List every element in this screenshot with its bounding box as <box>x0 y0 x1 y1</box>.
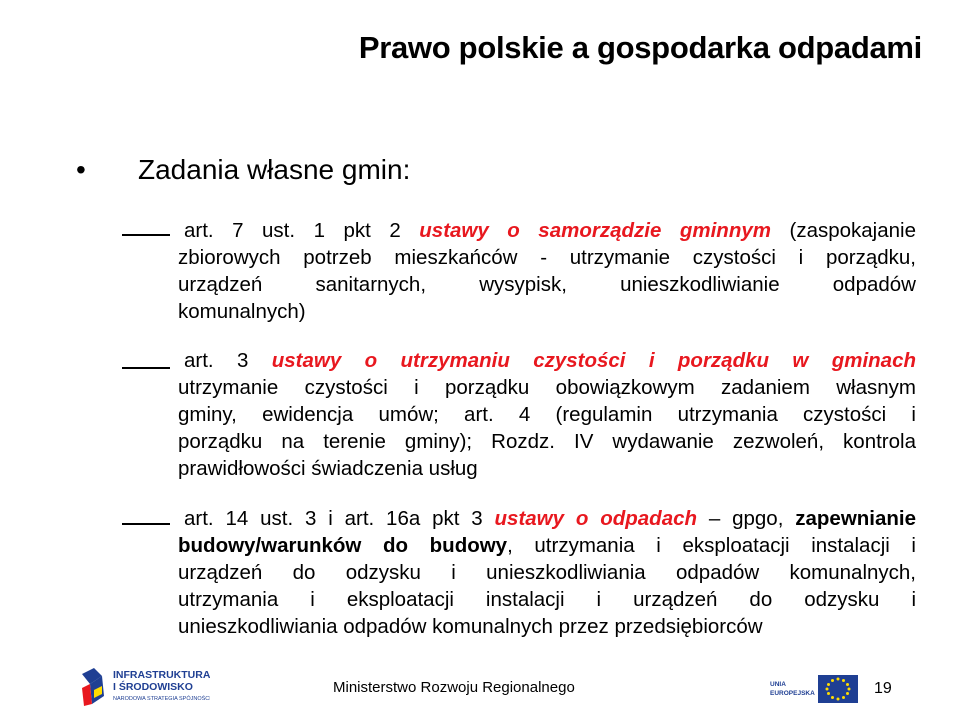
bullet-dot: • <box>76 154 86 185</box>
item-2-line-5: prawidłowości świadczenia usług <box>178 457 478 480</box>
item-1-line-1: art. 7 ust. 1 pkt 2 ustawy o samorządzie gminnym (zaspokajanie <box>184 219 916 242</box>
item-2-line-3: gminy, ewidencja umów; art. 4 (regulamin utrzymania czystości i <box>178 403 916 426</box>
logo-left-line-1: INFRASTRUKTURA <box>113 669 210 681</box>
item-1-line-4: komunalnych) <box>178 300 306 323</box>
eu-flag-icon <box>770 674 860 708</box>
item-2-line-1: art. 3 ustawy o utrzymaniu czystości i porządku w gminach <box>184 349 916 372</box>
law-name-samorzad: ustawy o samorządzie gminnym <box>419 219 771 242</box>
logo-right-line-1: UNIA <box>770 681 786 688</box>
item-3-line-2: budowy/warunków do budowy, utrzymania i eksploatacji instalacji i <box>178 534 916 557</box>
dash-marker-2 <box>122 367 170 369</box>
item-2 <box>178 347 916 482</box>
dash-marker-3 <box>122 523 170 525</box>
footer-ministry: Ministerstwo Rozwoju Regionalnego <box>333 679 575 696</box>
item-2-line-4: porządku na terenie gminy); Rozdz. IV wydawanie zezwoleń, kontrola <box>178 430 916 453</box>
item-1-line-2: zbiorowych potrzeb mieszkańców - utrzymanie czystości i porządku, <box>178 246 916 269</box>
law-name-odpady: ustawy o odpadach <box>494 507 698 530</box>
item-1-line-3: urządzeń sanitarnych, wysypisk, unieszkodliwianie odpadów <box>178 273 916 296</box>
infrastruktura-logo <box>80 666 210 715</box>
slide-title: Prawo polskie a gospodarka odpadami <box>358 30 922 65</box>
item-3-line-3: urządzeń do odzysku i unieszkodliwiania odpadów komunalnych, <box>178 561 916 584</box>
item-2-line-2: utrzymanie czystości i porządku obowiązkowym zadaniem własnym <box>178 376 916 399</box>
main-bullet-text: Zadania własne gmin: <box>138 154 411 185</box>
page-number: 19 <box>874 680 892 697</box>
law-name-czystosc: ustawy o utrzymaniu czystości i porządku w gminach <box>271 349 916 372</box>
logo-left-line-2: I ŚRODOWISKO <box>113 681 193 693</box>
item-3 <box>178 505 916 640</box>
logo-right-line-2: EUROPEJSKA <box>770 690 815 697</box>
item-1 <box>178 217 916 325</box>
infrastruktura-emblem-icon <box>80 666 210 710</box>
item-3-line-5: unieszkodliwiania odpadów komunalnych przez przedsiębiorców <box>178 615 763 638</box>
item-3-line-1: art. 14 ust. 3 i art. 16a pkt 3 ustawy o odpadach – gpgo, zapewnianie <box>184 507 917 530</box>
logo-left-line-3: NARODOWA STRATEGIA SPÓJNOŚCI <box>113 696 210 702</box>
item-3-line-4: utrzymania i eksploatacji instalacji i urządzeń do odzysku i <box>178 588 916 611</box>
dash-marker-1 <box>122 234 170 236</box>
eu-logo <box>770 674 860 713</box>
